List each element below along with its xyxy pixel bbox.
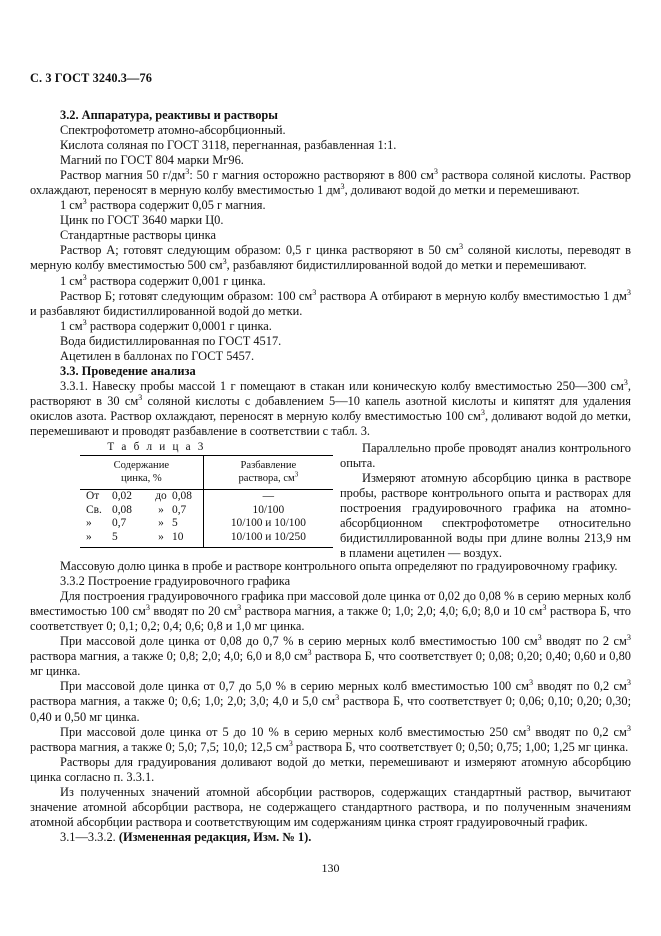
text-frag: раствора магния, а также 0; 0,6; 1,0; 2,0; 3,0; 4,0 и 5,0 см — [30, 694, 336, 709]
cell-dilution: 10/100 — [252, 503, 285, 516]
table-bottom-rule — [80, 548, 333, 549]
range-sep: » — [158, 503, 164, 516]
superscript-cubic: 3 — [623, 377, 628, 387]
text-frag: 1 см — [60, 318, 83, 333]
paragraph-calibration-range-2 — [30, 634, 631, 679]
text-frag: : 50 г магния осторожно растворяют в 800 см — [189, 168, 434, 183]
table-caption: Т а б л и ц а 3 — [107, 441, 206, 454]
page-number: 130 — [321, 861, 340, 875]
superscript-cubic: 3 — [626, 723, 631, 733]
header-line-2: раствора, см — [238, 473, 295, 485]
text-frag: , доливают водой до метки и перемешивают. — [344, 183, 580, 198]
text-frag: При массовой доле цинка от 5 до 10 % в серию мерных колб вместимостью 250 см — [60, 724, 527, 739]
paragraph-acetylene: Ацетилен в баллонах по ГОСТ 5457. — [60, 348, 255, 363]
text-frag: Раствор А; готовят следующим образом: 0,5 г цинка растворяют в 50 см — [60, 243, 459, 258]
text-frag: Раствор магния 50 г/дм — [60, 168, 186, 183]
cell-zinc-content — [80, 517, 203, 531]
table-and-side-column — [30, 441, 631, 561]
header-line-1: Содержание — [113, 460, 170, 472]
text-frag: раствора содержит 0,001 г цинка. — [86, 273, 266, 288]
superscript-cubic: 3 — [312, 287, 317, 297]
text-frag: раствора магния, а также 0; 1,0; 2,0; 4,0; 6,0; 8,0 и 10 см — [241, 604, 543, 619]
superscript-cubic: 3 — [537, 633, 542, 643]
paragraph-mass-fraction: Массовую долю цинка в пробе и растворе контрольного опыта определяют по градуировочному графику. — [60, 559, 618, 574]
text-frag: раствора Б, что соответствует 0; 0,08; 0,20; 0,40; 0,60 и 0,80 мг цинка. — [30, 649, 631, 679]
section-heading-3-3-2: 3.3.2 Построение градуировочного графика — [60, 574, 291, 589]
text-frag: Для построения градуировочного графика при массовой доле цинка от 0,02 до 0,08 % в серию мерных колб вместимостью 100 см — [30, 589, 631, 619]
paragraph-3-3-1 — [30, 379, 631, 439]
paragraph-absorption-measurement: Измеряют атомную абсорбцию цинка в растворе пробы, растворе контрольного опыта и растворах для построения градуировочного графика на атомно-абсорбционном спектрофотометре относительно бидистиллированной воды при длине волны 213,9 нм в пламени ацетилен — воздух. — [340, 471, 631, 561]
side-column — [340, 441, 631, 561]
table-foot — [80, 548, 333, 549]
superscript-cubic: 3 — [340, 182, 345, 192]
paragraph-calibration-range-4 — [30, 725, 631, 755]
running-head: С. 3 ГОСТ 3240.3—76 — [30, 71, 152, 85]
paragraph-revision-note — [30, 830, 631, 845]
superscript-cubic: 3 — [82, 197, 87, 207]
range-sep: » — [158, 530, 164, 543]
superscript-cubic: 3 — [294, 470, 299, 479]
paragraph-bidistilled-water: Вода бидистиллированная по ГОСТ 4517. — [60, 333, 282, 348]
paragraph-solution-a — [30, 243, 631, 273]
text-frag: Раствор Б; готовят следующим образом: 100 см — [60, 288, 313, 303]
range-from: 5 — [112, 530, 118, 543]
cell-dilution: 10/100 и 10/250 — [230, 530, 306, 543]
text-frag: раствора А отбирают в мерную колбу вместимостью 1 дм — [316, 288, 627, 303]
text-frag: раствора содержит 0,0001 г цинка. — [86, 318, 272, 333]
range-sep: » — [158, 517, 164, 530]
superscript-cubic: 3 — [222, 257, 227, 267]
revision-range: 3.1—3.3.2. — [60, 829, 119, 844]
table-row — [80, 489, 333, 503]
paragraph-solution-b — [30, 289, 631, 319]
paragraph-magnesium-solution — [30, 168, 631, 198]
range-to: 5 — [172, 517, 178, 530]
text-frag: При массовой доле цинка от 0,7 до 5,0 % в серию мерных колб вместимостью 100 см — [60, 679, 529, 694]
superscript-cubic: 3 — [82, 317, 87, 327]
text-frag: соляной кислоты, переводят в мерную колбу вместимостью 500 см — [30, 243, 631, 273]
superscript-cubic: 3 — [542, 603, 547, 613]
superscript-cubic: 3 — [335, 693, 340, 703]
paragraph-standard-solutions: Стандартные растворы цинка — [60, 228, 217, 243]
paragraph-mg-content — [30, 198, 631, 213]
range-to: 0,7 — [172, 503, 187, 516]
paragraph-calibration-fill: Растворы для градуирования доливают водой до метки, перемешивают и измеряют атомную абсорбцию цинка согласно п. 3.3.1. — [30, 754, 631, 784]
table-header-zinc-content — [80, 456, 203, 490]
cell-dilution: 10/100 и 10/100 — [230, 517, 306, 530]
text-frag: , разбавляют бидистиллированной водой до метки и перемешивают. — [226, 258, 587, 273]
superscript-cubic: 3 — [288, 738, 293, 748]
superscript-cubic: 3 — [480, 407, 485, 417]
table-row — [80, 504, 333, 518]
table-3 — [80, 455, 333, 548]
text-frag: вводят по 20 см — [149, 604, 238, 619]
rule-left — [80, 548, 203, 549]
superscript-cubic: 3 — [138, 392, 143, 402]
revision-label: (Измененная редакция, Изм. № 1). — [118, 829, 312, 844]
range-from: 0,02 — [112, 489, 132, 502]
text-frag: 1 см — [60, 273, 83, 288]
header-line-1: Разбавление — [240, 460, 297, 472]
paragraph-zinc: Цинк по ГОСТ 3640 марки Ц0. — [60, 213, 224, 228]
header-line-2: цинка, % — [120, 473, 162, 485]
range-from: 0,7 — [112, 517, 127, 530]
table-header-row — [80, 456, 333, 490]
text-frag: и разбавляют бидистиллированной водой до метки. — [30, 303, 303, 318]
text-frag: При массовой доле цинка от 0,08 до 0,7 % в серию мерных колб вместимостью 100 см — [60, 634, 538, 649]
paragraph-calibration-range-1 — [30, 589, 631, 634]
table-head — [80, 456, 333, 490]
text-frag: , растворяют в 30 см — [30, 378, 631, 408]
text-frag: раствора содержит 0,05 г магния. — [86, 198, 266, 213]
superscript-cubic: 3 — [526, 723, 531, 733]
range-prefix: Св. — [86, 503, 102, 516]
table-header-dilution — [203, 456, 333, 490]
paragraph-hydrochloric-acid: Кислота соляная по ГОСТ 3118, перегнанная, разбавленная 1:1. — [60, 138, 397, 153]
text-frag: вводят по 0,2 см — [533, 679, 627, 694]
cell-zinc-content — [80, 531, 203, 548]
paragraph-calibration-curve: Из полученных значений атомной абсорбции растворов, содержащих стандартный раствор, вычитают значение атомной абсорбции раствора, не содержащего стандартного раствора, и по полученным значениям атомной абсорбции раствора и соответствующим им содержаниям цинка строят градуировочный график. — [30, 784, 631, 829]
text-frag: вводят по 2 см — [541, 634, 627, 649]
superscript-cubic: 3 — [528, 678, 534, 688]
section-heading-3-2: 3.2. Аппаратура, реактивы и растворы — [60, 108, 278, 122]
text-frag: раствора магния, а также 0; 0,8; 2,0; 4,0; 6,0 и 8,0 см — [30, 649, 308, 664]
section-heading-3-3: 3.3. Проведение анализа — [60, 363, 196, 378]
paragraph-zn-content-b — [30, 319, 631, 334]
superscript-cubic: 3 — [626, 287, 631, 297]
superscript-cubic: 3 — [237, 603, 242, 613]
text-frag: раствора Б, что соответствует 0; 0,1; 0,2; 0,4; 0,6; 0,8 и 1,0 мг цинка. — [30, 604, 631, 634]
superscript-cubic: 3 — [433, 167, 438, 177]
rule-right — [203, 548, 333, 549]
paragraph-magnesium: Магний по ГОСТ 804 марки Мг96. — [60, 153, 244, 168]
paragraph-spectrophotometer: Спектрофотометр атомно-абсорбционный. — [60, 123, 286, 138]
paragraph-control-test: Параллельно пробе проводят анализ контрольного опыта. — [340, 441, 631, 471]
paragraph-calibration-range-3 — [30, 679, 631, 724]
superscript-cubic: 3 — [82, 272, 87, 282]
range-to: 0,08 — [172, 489, 192, 502]
range-to: 10 — [172, 530, 184, 543]
table-row — [80, 531, 333, 548]
page-content — [30, 108, 631, 845]
text-frag: раствора Б, что соответствует 0; 0,06; 0,10; 0,20; 0,30; 0,40 и 0,50 мг цинка. — [30, 694, 632, 724]
table-row — [80, 517, 333, 531]
range-sep: до — [155, 489, 167, 502]
text-frag: соляной кислоты с добавлением 5—10 капель азотной кислоты и кипятят для удаления окислов азота. Раствор охлаждают, переносят в мерную колбу вместимостью 100 см — [30, 393, 632, 423]
superscript-cubic: 3 — [458, 242, 464, 252]
range-prefix: От — [86, 489, 100, 502]
cell-zinc-content — [80, 504, 203, 518]
superscript-cubic: 3 — [626, 633, 631, 643]
text-frag: раствора соляной кислоты. Раствор охлаждают, переносят в мерную колбу вместимостью 1 дм — [30, 168, 631, 198]
text-frag: вводят по 0,2 см — [530, 724, 627, 739]
text-frag: раствора магния, а также 0; 5,0; 7,5; 10,0; 12,5 см — [30, 739, 289, 754]
superscript-cubic: 3 — [307, 648, 312, 658]
range-prefix: » — [86, 517, 92, 530]
range-from: 0,08 — [112, 503, 132, 516]
superscript-cubic: 3 — [626, 678, 631, 688]
superscript-cubic: 3 — [185, 167, 190, 177]
cell-zinc-content — [80, 489, 203, 503]
text-frag: 3.3.1. Навеску пробы массой 1 г помещают в стакан или коническую колбу вместимостью 250—300 см — [60, 378, 624, 393]
cell-dilution: — — [262, 489, 275, 502]
paragraph-zn-content-a — [30, 274, 631, 289]
table-body — [80, 489, 333, 547]
text-frag: 1 см — [60, 198, 83, 213]
text-frag: , доливают водой до метки, перемешивают и проводят разбавление в соответствии с табл. 3. — [30, 408, 631, 438]
text-frag: раствора Б, что соответствует 0; 0,50; 0,75; 1,00; 1,25 мг цинка. — [292, 739, 629, 754]
range-prefix: » — [86, 530, 92, 543]
superscript-cubic: 3 — [145, 603, 150, 613]
